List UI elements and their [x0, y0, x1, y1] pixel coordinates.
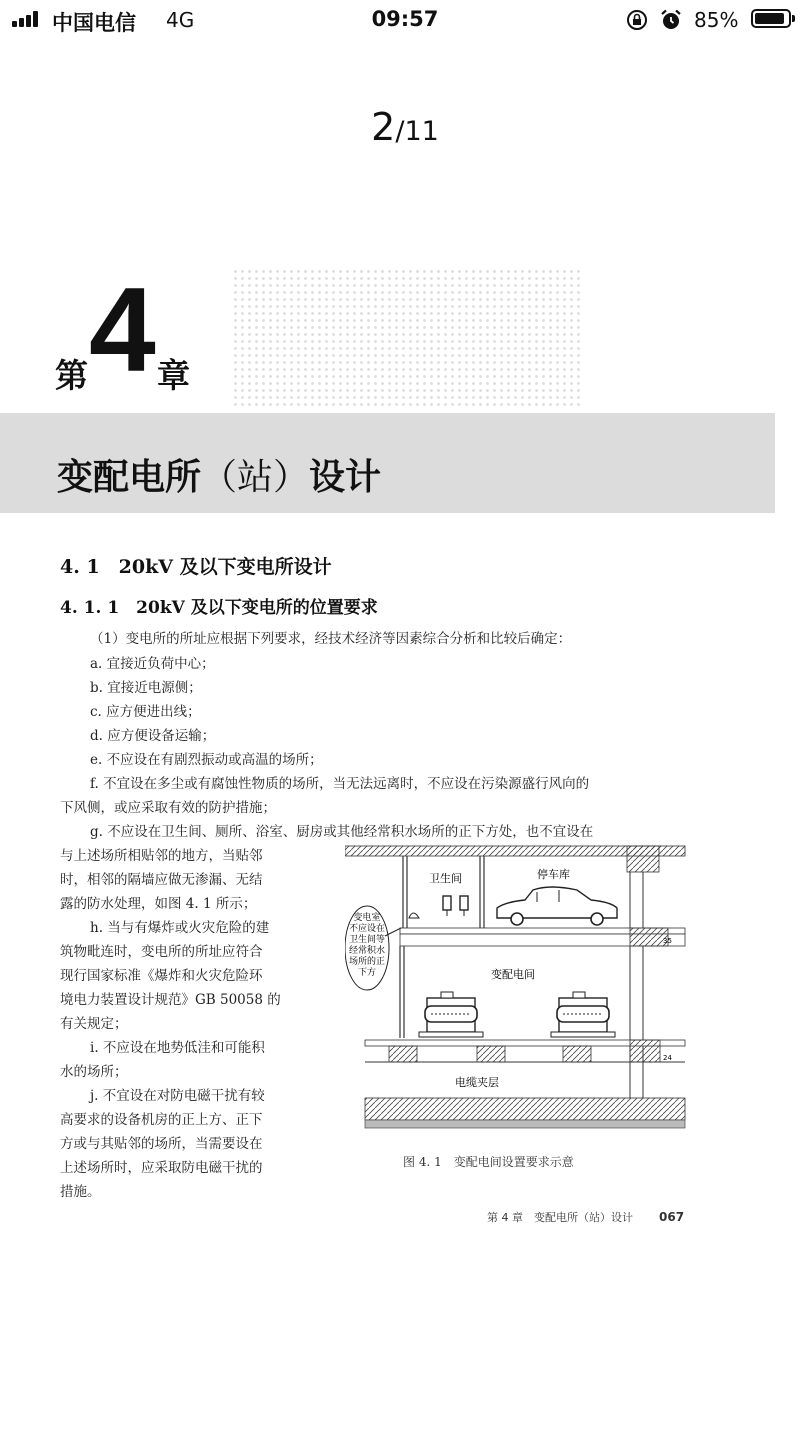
label-cable-layer: 电缆夹层	[455, 1076, 499, 1089]
paragraph-line: 筑物毗连时，变电所的所址应符合	[60, 944, 263, 960]
list-item: a. 宜接近负荷中心；	[90, 656, 215, 672]
battery-icon	[751, 9, 791, 28]
page-indicator	[0, 105, 810, 149]
label-toilet: 卫生间	[429, 872, 462, 885]
status-time: 09:57	[371, 7, 439, 31]
paragraph-line: 时，相邻的隔墙应做无渗漏、无结	[60, 872, 263, 888]
note-line: 下方	[357, 968, 377, 978]
paragraph-line: 有关规定；	[60, 1016, 128, 1032]
list-item: b. 宜接近电源侧；	[90, 680, 202, 696]
chapter-suffix: 章	[157, 356, 190, 395]
paragraph-line: （1）变电所的所址应根据下列要求，经技术经济等因素综合分析和比较后确定：	[90, 631, 572, 647]
list-item: d. 应方便设备运输；	[90, 728, 216, 744]
paragraph-line: 下风侧，或应采取有效的防护措施；	[60, 800, 276, 816]
note-line: 不应设在	[348, 924, 386, 934]
note-line: 卫生间等	[348, 935, 386, 945]
paragraph-line: 方或与其贴邻的场所，当需要设在	[60, 1136, 263, 1152]
list-item: g. 不应设在卫生间、厕所、浴室、厨房或其他经常积水场所的正下方处，也不宜设在	[90, 824, 594, 840]
paragraph-line: 水的场所；	[60, 1064, 128, 1080]
note-line: 变电室	[353, 913, 381, 923]
figure-caption: 图 4. 1 变配电间设置要求示意	[403, 1155, 574, 1169]
dimension-a: 35	[663, 937, 672, 945]
note-line: 场所的正	[348, 957, 386, 967]
note-line: 经常积水	[348, 946, 386, 956]
list-item: c. 应方便进出线；	[90, 704, 201, 720]
chapter-title: 变配电所（站）设计	[57, 457, 382, 498]
list-item: h. 当与有爆炸或火灾危险的建	[90, 920, 270, 936]
page-total: /11	[395, 116, 439, 147]
label-garage: 停车库	[537, 868, 570, 881]
carrier-name: 中国电信	[52, 11, 136, 35]
substation-diagram	[345, 838, 690, 1143]
chapter-prefix: 第	[55, 356, 88, 395]
paragraph-line: 露的防水处理，如图 4. 1 所示；	[60, 896, 257, 912]
status-bar	[0, 0, 810, 40]
list-item: e. 不应设在有剧烈振动或高温的场所；	[90, 752, 323, 768]
chapter-number	[55, 263, 235, 397]
battery-percent: 85%	[694, 8, 739, 32]
footer-page-number: 067	[659, 1210, 685, 1224]
alarm-icon	[659, 8, 683, 32]
network-type: 4G	[166, 8, 195, 32]
page-current: 2	[371, 105, 396, 149]
list-item: f. 不宜设在多尘或有腐蚀性物质的场所，当无法远离时，不应设在污染源盛行风向的	[90, 776, 590, 792]
paragraph-line: 措施。	[60, 1184, 101, 1200]
paragraph-line: 现行国家标准《爆炸和火灾危险环	[60, 968, 263, 984]
list-item: j. 不宜设在对防电磁干扰有较	[90, 1088, 265, 1104]
footer-chapter-ref: 第 4 章 变配电所（站）设计	[487, 1211, 633, 1224]
paragraph-line: 上述场所时，应采取防电磁干扰的	[60, 1160, 263, 1176]
subsection-heading: 4. 1. 1 20kV 及以下变电所的位置要求	[60, 598, 378, 618]
label-substation: 变配电间	[491, 968, 535, 981]
paragraph-line: 境电力装置设计规范》GB 50058 的	[60, 992, 281, 1008]
dimension-b: 24	[663, 1054, 672, 1062]
paragraph-line: 高要求的设备机房的正上方、正下	[60, 1112, 263, 1128]
rotation-lock-icon	[626, 9, 648, 31]
paragraph-line: 与上述场所相贴邻的地方，当贴邻	[60, 848, 263, 864]
decorative-dot-pattern	[232, 268, 580, 408]
page-footer	[487, 1209, 684, 1225]
list-item: i. 不应设在地势低洼和可能积	[90, 1040, 265, 1056]
section-heading: 4. 1 20kV 及以下变电所设计	[60, 556, 332, 578]
chapter-digit: 4	[89, 263, 156, 397]
